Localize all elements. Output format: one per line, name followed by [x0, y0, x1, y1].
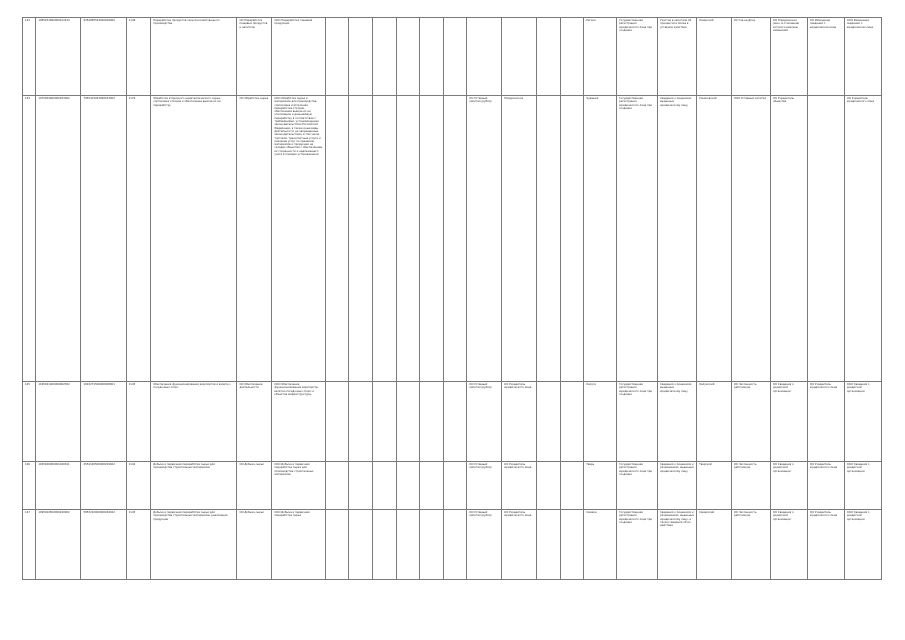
table-cell — [325, 96, 349, 382]
table-cell: ООО Добыча и первичная переработка сырья — [272, 510, 325, 580]
table-cell: ОО Учредитель юридического лица — [502, 382, 537, 462]
table-cell — [372, 96, 396, 382]
table-cell: ОО Учредитель юридического лица — [807, 510, 844, 580]
table-cell: Ульяновский — [697, 96, 732, 382]
table-cell — [325, 510, 349, 580]
table-cell: ОО Уставный капитал (рубли) — [467, 382, 502, 462]
table-cell: Чувашия — [584, 96, 617, 382]
table-cell: ОО Учредитель общества — [770, 96, 807, 382]
table-cell: Самара — [584, 510, 617, 580]
table-cell: 1148 — [126, 18, 151, 96]
table-cell: ОО Уставный капитал (рубли) — [467, 462, 502, 510]
table-cell — [443, 382, 467, 462]
table-cell: 1085201890000012434 — [36, 18, 81, 96]
table-cell: ОО Численность работников — [732, 382, 771, 462]
table-cell — [325, 18, 349, 96]
table-cell: Переработка продуктов сельскохозяйственного производства — [151, 18, 237, 96]
table-cell — [372, 510, 396, 580]
table-cell: ОО Добыча сырья — [237, 462, 272, 510]
table-cell — [537, 462, 561, 510]
table-cell: 143 — [23, 18, 36, 96]
table-cell: Регион — [584, 18, 617, 96]
table-cell: 145 — [23, 382, 36, 462]
table-cell: ООО Изменение сведений о юридическом лице — [844, 18, 881, 96]
table-cell — [443, 462, 467, 510]
table-cell: ОО Сведения о кредитной организации — [770, 382, 807, 462]
table-cell: ОО Учредитель юридического лица — [807, 382, 844, 462]
table-cell — [443, 510, 467, 580]
table-cell — [349, 96, 373, 382]
table-cell — [537, 382, 561, 462]
table-cell: ОО Сведения о кредитной организации — [770, 510, 807, 580]
table-row — [23, 96, 882, 382]
table-cell: Калуга — [584, 382, 617, 462]
table-cell: Обеспечение функционирования аэропортов и взлетно-посадочных полос — [151, 382, 237, 462]
table-cell: 144 — [23, 96, 36, 382]
table-cell: ОО Численность работников — [732, 462, 771, 510]
table-cell: ООО Сведения о кредитной организации — [844, 382, 881, 462]
table-cell: 147 — [23, 510, 36, 580]
table-cell: Государственная регистрация юридического лица при создании — [617, 462, 658, 510]
table-cell: Сведения о лицензиях и разрешениях, выданных юридическому лицу, а также сведения об их действии — [658, 510, 697, 580]
table-cell — [349, 382, 373, 462]
table-cell: Калужский — [697, 382, 732, 462]
table-cell: Казанский — [697, 18, 732, 96]
table-cell — [443, 18, 467, 96]
table-cell — [560, 510, 584, 580]
table-cell: ОО Юридическое лицо, в отношении которого внесены изменения — [770, 18, 807, 96]
table-cell — [396, 462, 420, 510]
table-cell: ОО Учредитель юридического лица — [502, 510, 537, 580]
table-cell — [420, 18, 444, 96]
table-cell — [467, 18, 502, 96]
table-cell: ОО Изменение сведений о юридическом лице — [807, 18, 844, 96]
table-cell — [807, 96, 844, 382]
table-cell: Сведения о лицензиях и разрешениях, выданных юридическому лицу — [658, 462, 697, 510]
table-row — [23, 382, 882, 462]
table-cell: ОО Обработка сырья — [237, 96, 272, 382]
table-cell: Государственная регистрация юридического лица при создании — [617, 18, 658, 96]
data-table — [22, 17, 882, 580]
table-cell: 1022271506000008001 — [81, 382, 126, 462]
table-cell — [396, 96, 420, 382]
table-cell: Тверской — [697, 462, 732, 510]
table-cell: 1145 — [126, 510, 151, 580]
table-cell — [420, 462, 444, 510]
table-row — [23, 462, 882, 510]
table-cell: Государственная регистрация юридического лица при создании — [617, 96, 658, 382]
table-cell: Добыча и первичная переработка сырья для производства строительных материалов — [151, 462, 237, 510]
table-cell: ОО Сведения о кредитной организации — [770, 462, 807, 510]
table-cell: Юридическое — [502, 96, 537, 382]
table-cell: ОО Уставный капитал (рубли) — [467, 96, 502, 382]
table-cell: 146 — [23, 462, 36, 510]
table-cell: 1145 — [126, 382, 151, 462]
table-cell: Сведения о лицензиях, выданных юридическому лицу — [658, 382, 697, 462]
table-cell: ООО Сведения о кредитной организации — [844, 462, 881, 510]
table-cell: ООО Сведения о кредитной организации — [844, 510, 881, 580]
table-cell — [537, 510, 561, 580]
table-cell: 7955415003000033002 — [81, 96, 126, 382]
table-cell: ОО Учредитель юридического лица — [502, 462, 537, 510]
table-cell: ООО Уставный капитал — [732, 96, 771, 382]
table-cell: ООО Обработка сырья и материалов для производства, сортировка и вторичная переработка отходов, обеспечение вывоза их на утилизацию и дальнейшую переработку в соответствии с требованиями, установленными законодательством Российской Федерации, а также иные виды деятельности, не запрещенные законодательством, в том числе торговля, транспортные услуги и оказание услуг по хранению материалов и продукции на складах общества с обеспечением их сохранности и надлежащего учета в порядке установленном — [272, 96, 325, 382]
table-cell — [560, 18, 584, 96]
table-cell — [325, 462, 349, 510]
table-cell: Государственная регистрация юридического лица при создании — [617, 382, 658, 462]
table-cell: Тверь — [584, 462, 617, 510]
table-cell — [349, 462, 373, 510]
table-cell — [396, 510, 420, 580]
table-cell — [420, 510, 444, 580]
table-row — [23, 510, 882, 580]
table-cell — [349, 510, 373, 580]
table-cell: 4554140500000204402 — [81, 462, 126, 510]
table-cell: ООО Переработка пищевой продукции — [272, 18, 325, 96]
table-cell — [537, 18, 561, 96]
table-cell: 1095404500000240002 — [36, 510, 81, 580]
table-row — [23, 18, 882, 96]
table-cell: Сведения о лицензиях, выданных юридическому лицу — [658, 96, 697, 382]
table-cell: Участие в капитале 20 процентов и более в уставном капитале — [658, 18, 697, 96]
table-cell — [325, 382, 349, 462]
table-cell: Ростов-на-Дону — [732, 18, 771, 96]
table-cell: 1075904000000183002 — [36, 96, 81, 382]
table-cell — [443, 96, 467, 382]
table-cell: 9354885593000009000 — [81, 18, 126, 96]
table-cell — [560, 382, 584, 462]
table-cell: ООО Обеспечение функционирования аэропортов, взлетно-посадочных полос и объектов инфраструктуры — [272, 382, 325, 462]
table-cell — [396, 382, 420, 462]
table-cell — [537, 96, 561, 382]
table-cell: ОО Обеспечение деятельности — [237, 382, 272, 462]
table-cell: ООО Добыча и первичная переработка сырья для производства строительных материалов — [272, 462, 325, 510]
table-cell: 1025406000001040011 — [36, 462, 81, 510]
table-cell: Обработка вторичного неметаллического сырья, сортировка отходов и обеспечение вывоза их на переработку — [151, 96, 237, 382]
table-cell — [560, 462, 584, 510]
table-cell: ОО Учредитель юридического лица — [844, 96, 881, 382]
table-cell — [502, 18, 537, 96]
table-cell: ОО Уставный капитал (рубли) — [467, 510, 502, 580]
table-cell: 1165021400000062302 — [36, 382, 81, 462]
table-cell — [420, 382, 444, 462]
table-cell: ОО Переработка пищевых продуктов и напитков — [237, 18, 272, 96]
table-cell — [349, 18, 373, 96]
table-cell — [396, 18, 420, 96]
table-cell: 1176 — [126, 96, 151, 382]
table-cell — [420, 96, 444, 382]
table-cell: Самарский — [697, 510, 732, 580]
table-cell: ОО Численность работников — [732, 510, 771, 580]
table-cell: ОО Добыча сырья — [237, 510, 272, 580]
table-cell: Добыча и первичная переработка сырья для производства строительных материалов, реализация продукции — [151, 510, 237, 580]
table-cell — [560, 96, 584, 382]
table-cell: ОО Учредитель юридического лица — [807, 462, 844, 510]
table-cell — [372, 462, 396, 510]
table-cell: 5853210000000044022 — [81, 510, 126, 580]
table-cell — [372, 18, 396, 96]
table-cell: 1142 — [126, 462, 151, 510]
table-cell — [372, 382, 396, 462]
table-cell: Государственная регистрация юридического лица при создании — [617, 510, 658, 580]
